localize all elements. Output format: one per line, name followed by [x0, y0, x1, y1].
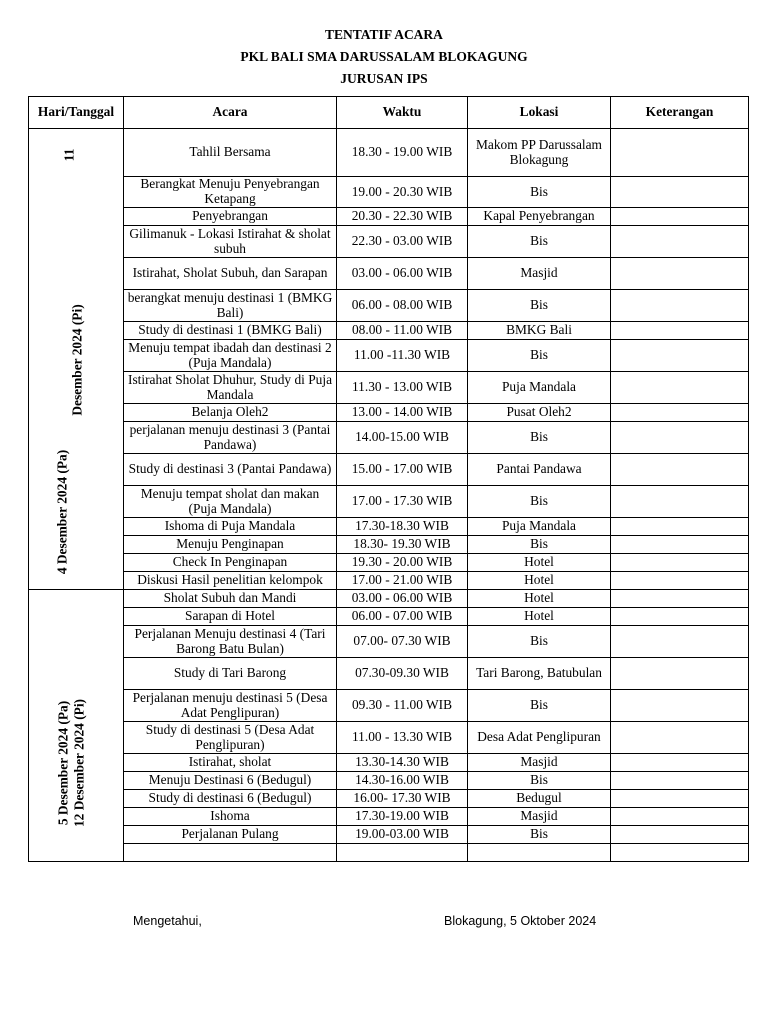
note-cell [611, 590, 749, 608]
table-row [29, 177, 749, 208]
time-cell: 17.30-19.00 WIB [337, 808, 468, 826]
time-cell: 22.30 - 03.00 WIB [337, 226, 468, 258]
time-cell: 07.00- 07.30 WIB [337, 626, 468, 658]
activity-cell: Menuju tempat sholat dan makan (Puja Mandala) [124, 486, 337, 518]
location-cell: Bis [468, 690, 611, 722]
activity-cell: Study di destinasi 1 (BMKG Bali) [124, 322, 337, 340]
time-cell: 18.30 - 19.00 WIB [337, 129, 468, 177]
table-row [29, 129, 749, 177]
location-cell: Bis [468, 826, 611, 844]
schedule-table [28, 96, 749, 862]
table-row [29, 290, 749, 322]
header-waktu: Waktu [337, 97, 468, 129]
activity-cell: Study di destinasi 6 (Bedugul) [124, 790, 337, 808]
note-cell [611, 258, 749, 290]
day2-date-label-pa: 5 Desember 2024 (Pa) [55, 701, 71, 826]
time-cell: 13.30-14.30 WIB [337, 754, 468, 772]
note-cell [611, 772, 749, 790]
location-cell [468, 844, 611, 862]
day-cell-day1 [29, 129, 124, 590]
note-cell [611, 404, 749, 422]
activity-cell: Belanja Oleh2 [124, 404, 337, 422]
table-row [29, 486, 749, 518]
header-acara: Acara [124, 97, 337, 129]
note-cell [611, 340, 749, 372]
note-cell [611, 690, 749, 722]
day2-date-label-pi: 12 Desember 2024 (Pi) [71, 699, 87, 828]
day1-date-label-pi: Desember 2024 (Pi) [69, 304, 85, 416]
time-cell: 19.30 - 20.00 WIB [337, 554, 468, 572]
activity-cell: Istirahat, Sholat Subuh, dan Sarapan [124, 258, 337, 290]
document-title: TENTATIF ACARA [325, 27, 443, 42]
table-row [29, 626, 749, 658]
activity-cell: Ishoma di Puja Mandala [124, 518, 337, 536]
note-cell [611, 626, 749, 658]
time-cell: 14.30-16.00 WIB [337, 772, 468, 790]
time-cell: 17.30-18.30 WIB [337, 518, 468, 536]
location-cell: Bis [468, 290, 611, 322]
time-cell: 06.00 - 07.00 WIB [337, 608, 468, 626]
day-cell-day2 [29, 590, 124, 862]
table-row [29, 322, 749, 340]
table-row [29, 208, 749, 226]
table-row [29, 422, 749, 454]
location-cell: Bis [468, 536, 611, 554]
table-row [29, 590, 749, 608]
time-cell: 11.00 -11.30 WIB [337, 340, 468, 372]
footer-acknowledged: Mengetahui, [133, 914, 202, 928]
note-cell [611, 518, 749, 536]
note-cell [611, 177, 749, 208]
day1-date-label-pa: 4 Desember 2024 (Pa) [54, 449, 70, 575]
time-cell: 17.00 - 21.00 WIB [337, 572, 468, 590]
table-row [29, 844, 749, 862]
note-cell [611, 208, 749, 226]
activity-cell: berangkat menuju destinasi 1 (BMKG Bali) [124, 290, 337, 322]
activity-cell: Penyebrangan [124, 208, 337, 226]
table-row [29, 258, 749, 290]
time-cell: 08.00 - 11.00 WIB [337, 322, 468, 340]
note-cell [611, 790, 749, 808]
table-header-row [29, 97, 749, 129]
activity-cell: Menuju Destinasi 6 (Bedugul) [124, 772, 337, 790]
activity-cell: Check In Penginapan [124, 554, 337, 572]
table-row [29, 658, 749, 690]
location-cell: Tari Barong, Batubulan [468, 658, 611, 690]
activity-cell: Istirahat Sholat Dhuhur, Study di Puja Mandala [124, 372, 337, 404]
time-cell: 19.00-03.00 WIB [337, 826, 468, 844]
location-cell: Hotel [468, 554, 611, 572]
location-cell: Bis [468, 486, 611, 518]
table-row [29, 608, 749, 626]
location-cell: Hotel [468, 608, 611, 626]
activity-cell: Study di Tari Barong [124, 658, 337, 690]
location-cell: BMKG Bali [468, 322, 611, 340]
table-row [29, 536, 749, 554]
activity-cell: Ishoma [124, 808, 337, 826]
document-department: JURUSAN IPS [340, 71, 428, 86]
table-row [29, 826, 749, 844]
location-cell: Pusat Oleh2 [468, 404, 611, 422]
activity-cell: Sholat Subuh dan Mandi [124, 590, 337, 608]
note-cell [611, 826, 749, 844]
time-cell: 15.00 - 17.00 WIB [337, 454, 468, 486]
day1-date-number: 11 [61, 148, 77, 162]
note-cell [611, 722, 749, 754]
location-cell: Pantai Pandawa [468, 454, 611, 486]
note-cell [611, 844, 749, 862]
note-cell [611, 290, 749, 322]
location-cell: Puja Mandala [468, 372, 611, 404]
note-cell [611, 608, 749, 626]
location-cell: Bis [468, 340, 611, 372]
location-cell: Makom PP Darussalam Blokagung [468, 129, 611, 177]
location-cell: Hotel [468, 572, 611, 590]
note-cell [611, 226, 749, 258]
table-row [29, 754, 749, 772]
activity-cell: Perjalanan Menuju destinasi 4 (Tari Barong Batu Bulan) [124, 626, 337, 658]
time-cell: 06.00 - 08.00 WIB [337, 290, 468, 322]
location-cell: Bis [468, 226, 611, 258]
activity-cell: Menuju tempat ibadah dan destinasi 2 (Puja Mandala) [124, 340, 337, 372]
time-cell [337, 844, 468, 862]
time-cell: 18.30- 19.30 WIB [337, 536, 468, 554]
time-cell: 17.00 - 17.30 WIB [337, 486, 468, 518]
location-cell: Hotel [468, 590, 611, 608]
note-cell [611, 454, 749, 486]
location-cell: Masjid [468, 808, 611, 826]
table-row [29, 572, 749, 590]
table-row [29, 404, 749, 422]
time-cell: 19.00 - 20.30 WIB [337, 177, 468, 208]
note-cell [611, 486, 749, 518]
activity-cell: perjalanan menuju destinasi 3 (Pantai Pandawa) [124, 422, 337, 454]
time-cell: 07.30-09.30 WIB [337, 658, 468, 690]
table-row [29, 790, 749, 808]
activity-cell: Istirahat, sholat [124, 754, 337, 772]
time-cell: 03.00 - 06.00 WIB [337, 258, 468, 290]
time-cell: 09.30 - 11.00 WIB [337, 690, 468, 722]
table-row [29, 554, 749, 572]
table-row [29, 372, 749, 404]
table-row [29, 518, 749, 536]
location-cell: Bis [468, 772, 611, 790]
note-cell [611, 422, 749, 454]
note-cell [611, 808, 749, 826]
location-cell: Bedugul [468, 790, 611, 808]
table-row [29, 226, 749, 258]
header-keterangan: Keterangan [611, 97, 749, 129]
note-cell [611, 658, 749, 690]
note-cell [611, 129, 749, 177]
header-hari-tanggal: Hari/Tanggal [29, 97, 124, 129]
activity-cell: Berangkat Menuju Penyebrangan Ketapang [124, 177, 337, 208]
activity-cell [124, 844, 337, 862]
location-cell: Bis [468, 422, 611, 454]
table-row [29, 808, 749, 826]
location-cell: Kapal Penyebrangan [468, 208, 611, 226]
location-cell: Bis [468, 626, 611, 658]
activity-cell: Study di destinasi 3 (Pantai Pandawa) [124, 454, 337, 486]
table-row [29, 722, 749, 754]
activity-cell: Diskusi Hasil penelitian kelompok [124, 572, 337, 590]
activity-cell: Sarapan di Hotel [124, 608, 337, 626]
table-row [29, 690, 749, 722]
location-cell: Desa Adat Penglipuran [468, 722, 611, 754]
activity-cell: Menuju Penginapan [124, 536, 337, 554]
header-lokasi: Lokasi [468, 97, 611, 129]
table-row [29, 772, 749, 790]
time-cell: 20.30 - 22.30 WIB [337, 208, 468, 226]
note-cell [611, 554, 749, 572]
activity-cell: Perjalanan Pulang [124, 826, 337, 844]
note-cell [611, 372, 749, 404]
time-cell: 11.00 - 13.30 WIB [337, 722, 468, 754]
note-cell [611, 572, 749, 590]
footer-place-date: Blokagung, 5 Oktober 2024 [444, 914, 597, 928]
activity-cell: Perjalanan menuju destinasi 5 (Desa Adat Penglipuran) [124, 690, 337, 722]
activity-cell: Gilimanuk - Lokasi Istirahat & sholat subuh [124, 226, 337, 258]
table-row [29, 340, 749, 372]
time-cell: 13.00 - 14.00 WIB [337, 404, 468, 422]
note-cell [611, 754, 749, 772]
note-cell [611, 322, 749, 340]
time-cell: 14.00-15.00 WIB [337, 422, 468, 454]
document-subtitle: PKL BALI SMA DARUSSALAM BLOKAGUNG [240, 49, 528, 64]
table-row [29, 454, 749, 486]
activity-cell: Tahlil Bersama [124, 129, 337, 177]
location-cell: Masjid [468, 258, 611, 290]
location-cell: Puja Mandala [468, 518, 611, 536]
time-cell: 11.30 - 13.00 WIB [337, 372, 468, 404]
note-cell [611, 536, 749, 554]
time-cell: 03.00 - 06.00 WIB [337, 590, 468, 608]
location-cell: Bis [468, 177, 611, 208]
time-cell: 16.00- 17.30 WIB [337, 790, 468, 808]
location-cell: Masjid [468, 754, 611, 772]
activity-cell: Study di destinasi 5 (Desa Adat Penglipuran) [124, 722, 337, 754]
